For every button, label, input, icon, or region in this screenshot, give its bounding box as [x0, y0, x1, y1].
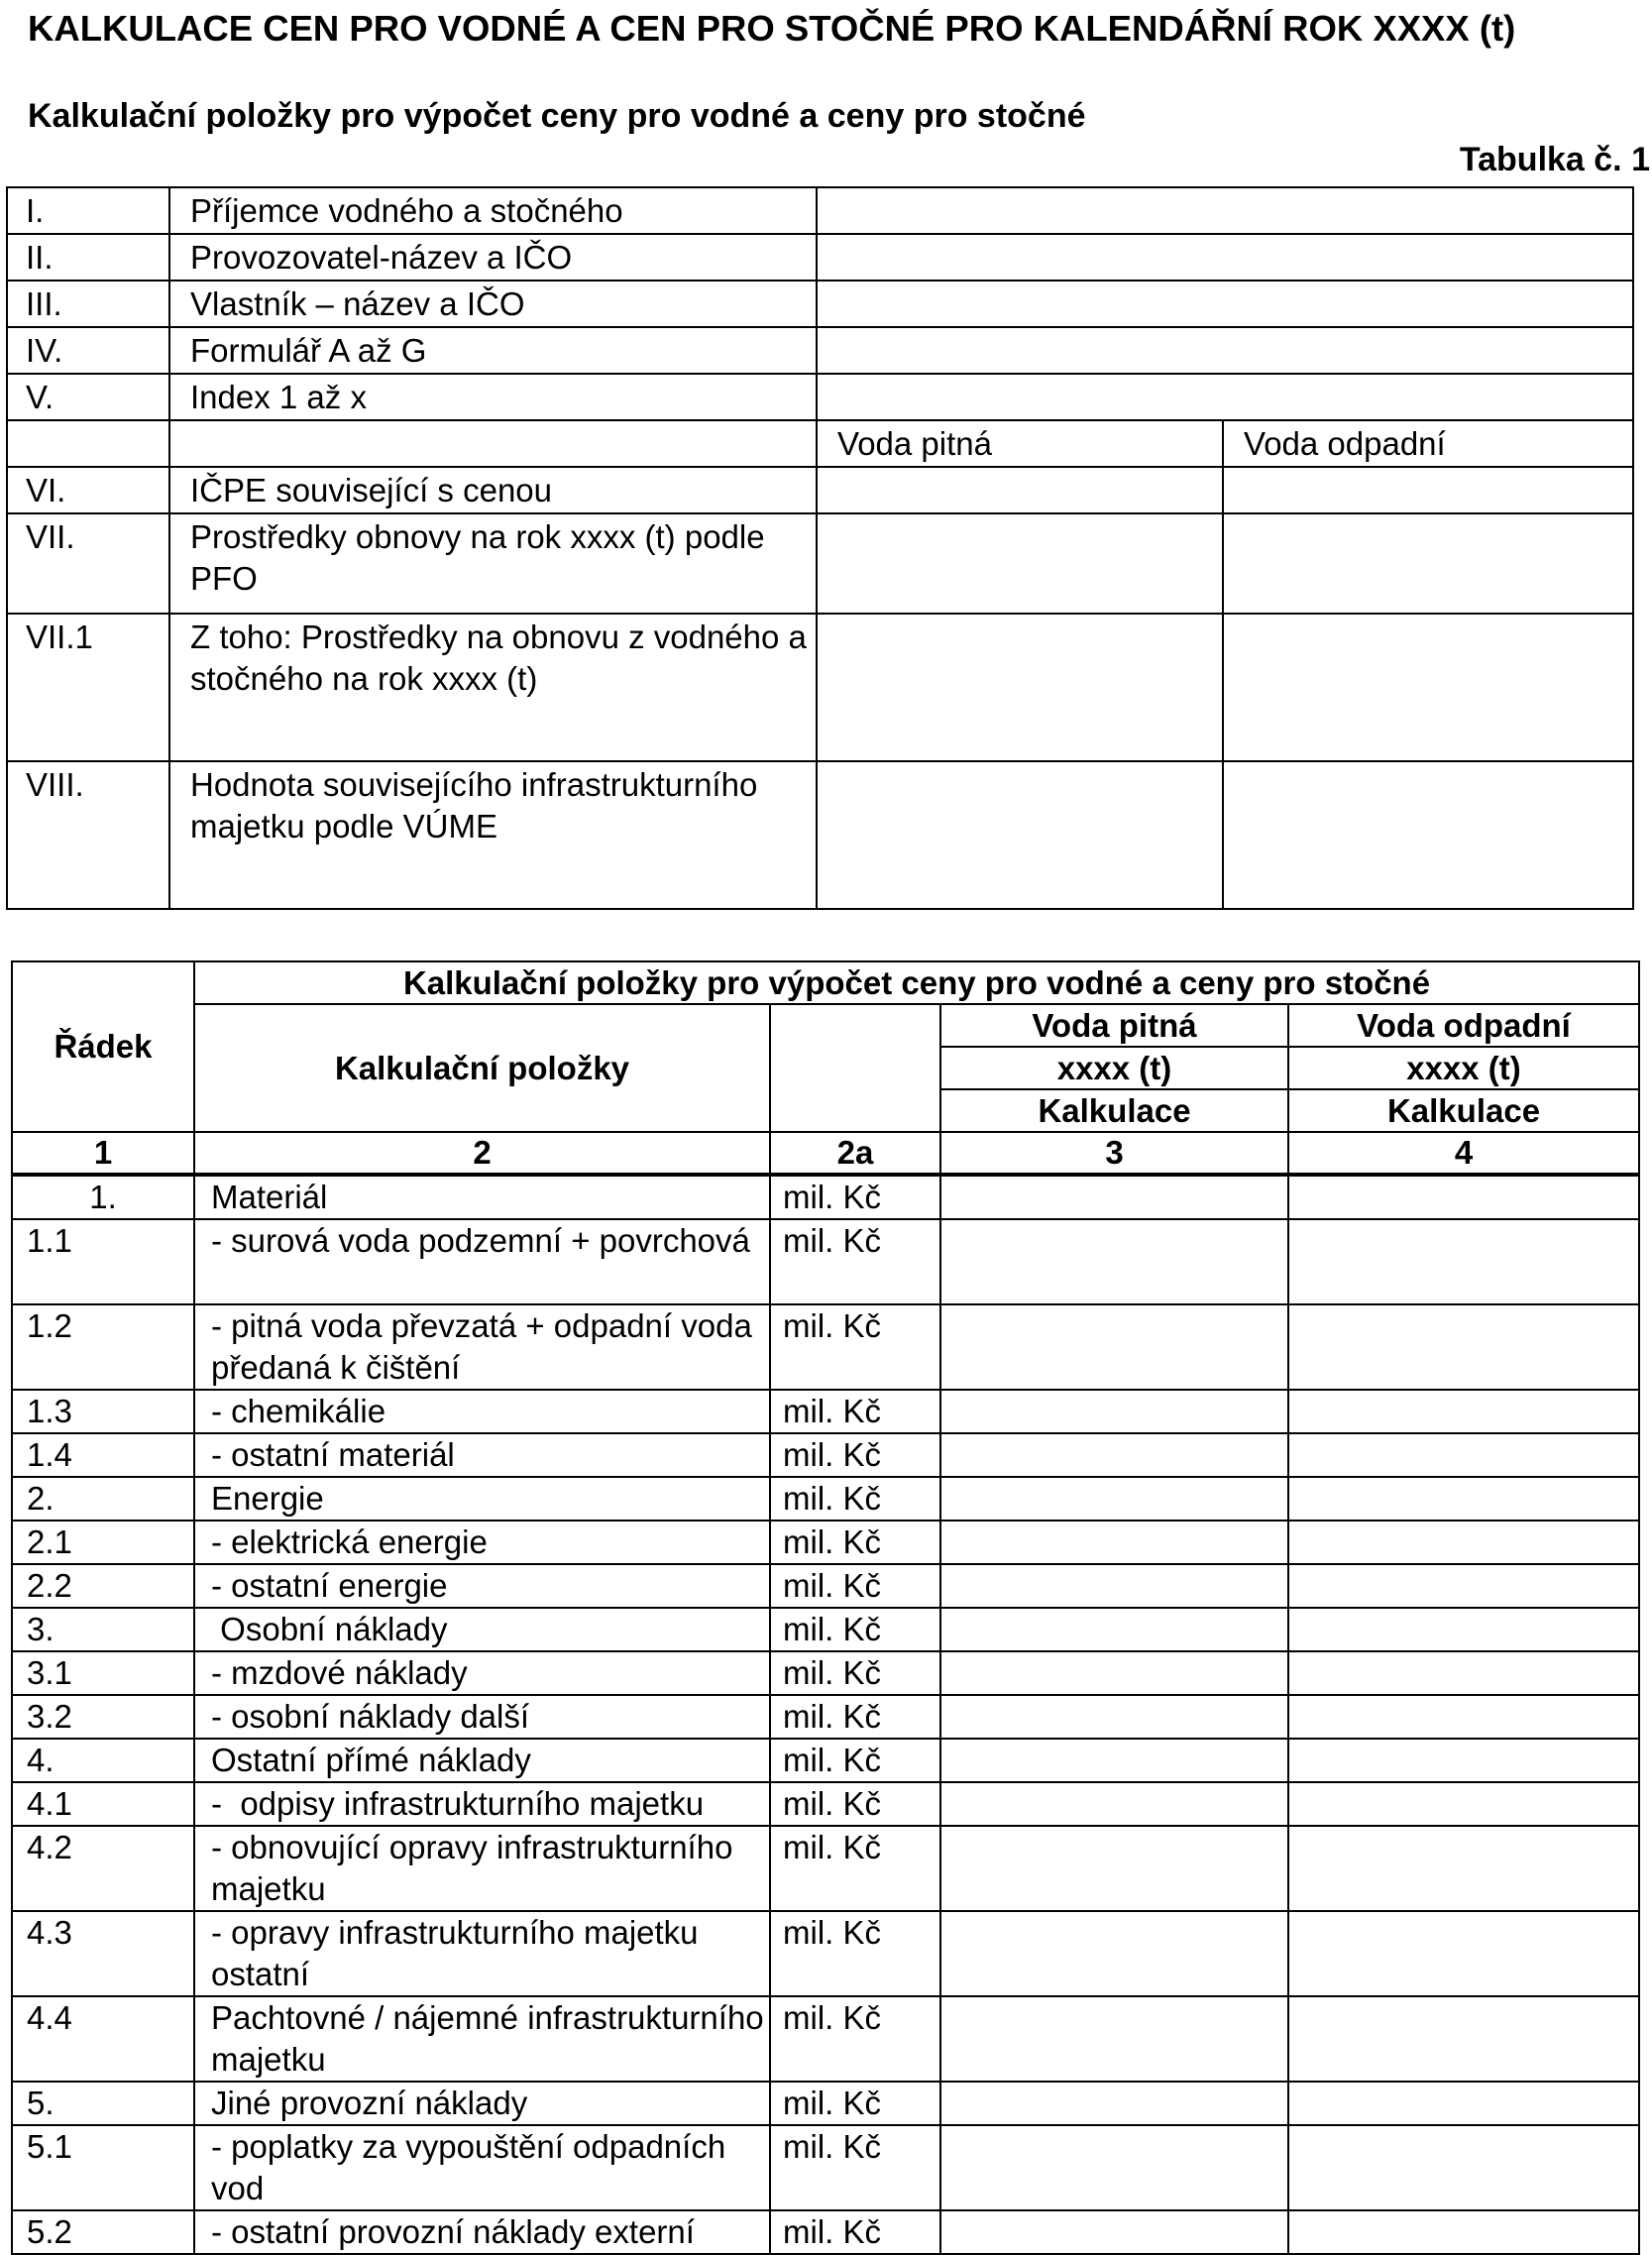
row-label: Jiné provozní náklady: [194, 2082, 770, 2125]
row-unit: mil. Kč: [770, 1782, 940, 1826]
table-row: [7, 761, 1633, 909]
column-number: 3: [940, 1132, 1288, 1175]
value-cell-waste-water[interactable]: [1288, 1996, 1639, 2082]
row-number: 2.2: [12, 1564, 194, 1608]
row-label: Osobní náklady: [194, 1608, 770, 1651]
value-cell-drinking-water[interactable]: [940, 1996, 1288, 2082]
row-number: 4.1: [12, 1782, 194, 1826]
value-cell-waste-water[interactable]: [1223, 614, 1633, 761]
row-label: - osobní náklady další: [194, 1695, 770, 1739]
row-number: 3.1: [12, 1651, 194, 1695]
column-header-drinking-water: Voda pitná: [940, 1004, 1288, 1047]
column-header-unit: [770, 1004, 940, 1132]
value-cell-drinking-water[interactable]: [817, 614, 1223, 761]
row-number: 1.2: [12, 1304, 194, 1390]
value-cell-waste-water[interactable]: [1223, 761, 1633, 909]
value-cell-drinking-water[interactable]: [940, 2125, 1288, 2210]
table-row: [12, 1782, 1639, 1826]
row-unit: mil. Kč: [770, 1304, 940, 1390]
value-cell-drinking-water[interactable]: [940, 1911, 1288, 1996]
value-cell-drinking-water[interactable]: [940, 1521, 1288, 1564]
document-title: KALKULACE CEN PRO VODNÉ A CEN PRO STOČNÉ PRO KALENDÁŘNÍ ROK XXXX (t): [28, 8, 1516, 49]
table-row: [12, 2210, 1639, 2254]
row-number: 5.1: [12, 2125, 194, 2210]
value-cell[interactable]: [817, 327, 1633, 374]
row-number: 5.2: [12, 2210, 194, 2254]
table-row: [12, 1739, 1639, 1782]
row-number: V.: [7, 374, 169, 420]
row-label: Příjemce vodného a stočného: [169, 187, 817, 234]
identification-table: [6, 186, 1634, 910]
table-row: [12, 1219, 1639, 1304]
table-row: [12, 1304, 1639, 1390]
row-number: 1.3: [12, 1390, 194, 1433]
row-label: Z toho: Prostředky na obnovu z vodného a stočného na rok xxxx (t): [169, 614, 817, 761]
row-label: IČPE související s cenou: [169, 467, 817, 513]
value-cell-waste-water[interactable]: [1288, 2210, 1639, 2254]
value-cell-waste-water[interactable]: [1288, 1911, 1639, 1996]
column-header-drinking-water: Voda pitná: [817, 420, 1223, 467]
table-row: [12, 1651, 1639, 1695]
table-row: [12, 1433, 1639, 1477]
value-cell-drinking-water[interactable]: [940, 1477, 1288, 1521]
row-unit: mil. Kč: [770, 1996, 940, 2082]
column-header-waste-water-calc: Kalkulace: [1288, 1089, 1639, 1132]
value-cell-drinking-water[interactable]: [940, 1651, 1288, 1695]
table-row: [12, 1911, 1639, 1996]
column-header-waste-water-year: xxxx (t): [1288, 1047, 1639, 1089]
row-unit: mil. Kč: [770, 1175, 940, 1219]
row-unit: mil. Kč: [770, 1564, 940, 1608]
table-row: [7, 614, 1633, 761]
value-cell-waste-water[interactable]: [1288, 1304, 1639, 1390]
row-unit: mil. Kč: [770, 1911, 940, 1996]
column-header-items: Kalkulační položky: [194, 1004, 770, 1132]
column-number: 4: [1288, 1132, 1639, 1175]
column-number: 1: [12, 1132, 194, 1175]
row-label: - mzdové náklady: [194, 1651, 770, 1695]
row-number: 4.2: [12, 1826, 194, 1911]
table-row: [12, 2125, 1639, 2210]
value-cell-drinking-water[interactable]: [940, 1433, 1288, 1477]
value-cell-drinking-water[interactable]: [940, 1695, 1288, 1739]
row-label: - pitná voda převzatá + odpadní voda předaná k čištění: [194, 1304, 770, 1390]
row-number: 3.2: [12, 1695, 194, 1739]
value-cell-drinking-water[interactable]: [940, 1175, 1288, 1219]
value-cell-waste-water[interactable]: [1288, 1477, 1639, 1521]
row-number: VI.: [7, 467, 169, 513]
value-cell-drinking-water[interactable]: [940, 1739, 1288, 1782]
row-number: 1.: [12, 1175, 194, 1219]
table-header-row: [12, 961, 1639, 1004]
value-cell[interactable]: [817, 374, 1633, 420]
value-cell-waste-water[interactable]: [1288, 1433, 1639, 1477]
row-number: 5.: [12, 2082, 194, 2125]
row-label: - poplatky za vypouštění odpadních vod: [194, 2125, 770, 2210]
row-label: - obnovující opravy infrastrukturního majetku: [194, 1826, 770, 1911]
column-header-drinking-water-year: xxxx (t): [940, 1047, 1288, 1089]
row-label: - opravy infrastrukturního majetku ostatní: [194, 1911, 770, 1996]
value-cell-drinking-water[interactable]: [940, 1826, 1288, 1911]
value-cell-waste-water[interactable]: [1288, 2082, 1639, 2125]
row-label: - ostatní energie: [194, 1564, 770, 1608]
value-cell-waste-water[interactable]: [1288, 2125, 1639, 2210]
row-unit: mil. Kč: [770, 1651, 940, 1695]
value-cell-waste-water[interactable]: [1288, 1175, 1639, 1219]
row-label: Prostředky obnovy na rok xxxx (t) podle PFO: [169, 513, 817, 614]
column-number-row: [12, 1132, 1639, 1175]
row-number: 4.4: [12, 1996, 194, 2082]
table-row: [12, 1521, 1639, 1564]
column-header-waste-water: Voda odpadní: [1223, 420, 1633, 467]
table-row: [7, 187, 1633, 234]
column-header-waste-water: Voda odpadní: [1288, 1004, 1639, 1047]
row-number: 1.4: [12, 1433, 194, 1477]
row-number: VIII.: [7, 761, 169, 909]
table-row: [12, 2082, 1639, 2125]
table-number-label: Tabulka č. 1: [1459, 141, 1650, 178]
row-unit: mil. Kč: [770, 1477, 940, 1521]
row-number: 3.: [12, 1608, 194, 1651]
row-unit: mil. Kč: [770, 1433, 940, 1477]
row-unit: mil. Kč: [770, 1521, 940, 1564]
empty-cell: [169, 420, 817, 467]
document-subtitle: Kalkulační položky pro výpočet ceny pro vodné a ceny pro stočné: [28, 97, 1086, 135]
value-cell-waste-water[interactable]: [1288, 1739, 1639, 1782]
value-cell-waste-water[interactable]: [1288, 1219, 1639, 1304]
column-number: 2: [194, 1132, 770, 1175]
value-cell-drinking-water[interactable]: [940, 1564, 1288, 1608]
value-cell-waste-water[interactable]: [1288, 1521, 1639, 1564]
row-unit: mil. Kč: [770, 1608, 940, 1651]
row-number: IV.: [7, 327, 169, 374]
row-label: Formulář A až G: [169, 327, 817, 374]
table-row: [7, 281, 1633, 327]
value-cell[interactable]: [817, 187, 1633, 234]
table-header-row: [12, 1004, 1639, 1047]
column-number: 2a: [770, 1132, 940, 1175]
table-row: [12, 1390, 1639, 1433]
value-cell-waste-water[interactable]: [1288, 1826, 1639, 1911]
value-cell-waste-water[interactable]: [1288, 1390, 1639, 1433]
table-row: [7, 467, 1633, 513]
row-number: II.: [7, 234, 169, 281]
row-number: III.: [7, 281, 169, 327]
table-row: [12, 1608, 1639, 1651]
value-cell-drinking-water[interactable]: [940, 2082, 1288, 2125]
value-cell-waste-water[interactable]: [1223, 513, 1633, 614]
row-number: 1.1: [12, 1219, 194, 1304]
row-label: - surová voda podzemní + povrchová: [194, 1219, 770, 1304]
row-unit: mil. Kč: [770, 1695, 940, 1739]
row-label: Ostatní přímé náklady: [194, 1739, 770, 1782]
table-row: [12, 1695, 1639, 1739]
row-label: - ostatní provozní náklady externí: [194, 2210, 770, 2254]
row-unit: mil. Kč: [770, 2210, 940, 2254]
value-cell-drinking-water[interactable]: [940, 1608, 1288, 1651]
table-row: [7, 234, 1633, 281]
table-row: [12, 1477, 1639, 1521]
column-header-drinking-water-calc: Kalkulace: [940, 1089, 1288, 1132]
table-row: [7, 513, 1633, 614]
value-cell[interactable]: [817, 281, 1633, 327]
value-cell-drinking-water[interactable]: [817, 761, 1223, 909]
row-label: - odpisy infrastrukturního majetku: [194, 1782, 770, 1826]
table-row: [7, 374, 1633, 420]
table-row: [12, 1564, 1639, 1608]
row-label: Energie: [194, 1477, 770, 1521]
row-label: Vlastník – název a IČO: [169, 281, 817, 327]
column-header-row-number: Řádek: [12, 961, 194, 1132]
row-label: Materiál: [194, 1175, 770, 1219]
value-cell-waste-water[interactable]: [1288, 1695, 1639, 1739]
table-row: [12, 1996, 1639, 2082]
value-cell-waste-water[interactable]: [1288, 1564, 1639, 1608]
row-label: Index 1 až x: [169, 374, 817, 420]
row-number: I.: [7, 187, 169, 234]
value-cell-drinking-water[interactable]: [940, 1219, 1288, 1304]
row-label: - chemikálie: [194, 1390, 770, 1433]
value-cell[interactable]: [817, 234, 1633, 281]
row-label: Pachtovné / nájemné infrastrukturního majetku: [194, 1996, 770, 2082]
row-number: VII.: [7, 513, 169, 614]
value-cell-waste-water[interactable]: [1288, 1651, 1639, 1695]
row-label: - elektrická energie: [194, 1521, 770, 1564]
table-row: [7, 327, 1633, 374]
row-unit: mil. Kč: [770, 2082, 940, 2125]
row-label: Hodnota souvisejícího infrastrukturního majetku podle VÚME: [169, 761, 817, 909]
row-number: 2.: [12, 1477, 194, 1521]
value-cell-waste-water[interactable]: [1223, 467, 1633, 513]
calculation-table: [11, 960, 1640, 2255]
row-number: 4.3: [12, 1911, 194, 1996]
table-header-row: [7, 420, 1633, 467]
row-unit: mil. Kč: [770, 1390, 940, 1433]
row-number: 2.1: [12, 1521, 194, 1564]
empty-cell: [7, 420, 169, 467]
value-cell-drinking-water[interactable]: [940, 1782, 1288, 1826]
row-unit: mil. Kč: [770, 2125, 940, 2210]
value-cell-drinking-water[interactable]: [940, 1390, 1288, 1433]
column-group-header: Kalkulační položky pro výpočet ceny pro vodné a ceny pro stočné: [194, 961, 1639, 1004]
value-cell-drinking-water[interactable]: [940, 1304, 1288, 1390]
row-label: Provozovatel-název a IČO: [169, 234, 817, 281]
row-unit: mil. Kč: [770, 1739, 940, 1782]
value-cell-waste-water[interactable]: [1288, 1608, 1639, 1651]
value-cell-drinking-water[interactable]: [940, 2210, 1288, 2254]
value-cell-drinking-water[interactable]: [817, 513, 1223, 614]
row-number: 4.: [12, 1739, 194, 1782]
row-number: VII.1: [7, 614, 169, 761]
value-cell-drinking-water[interactable]: [817, 467, 1223, 513]
row-unit: mil. Kč: [770, 1826, 940, 1911]
table-row: [12, 1826, 1639, 1911]
row-unit: mil. Kč: [770, 1219, 940, 1304]
table-row: [12, 1175, 1639, 1219]
value-cell-waste-water[interactable]: [1288, 1782, 1639, 1826]
row-label: - ostatní materiál: [194, 1433, 770, 1477]
